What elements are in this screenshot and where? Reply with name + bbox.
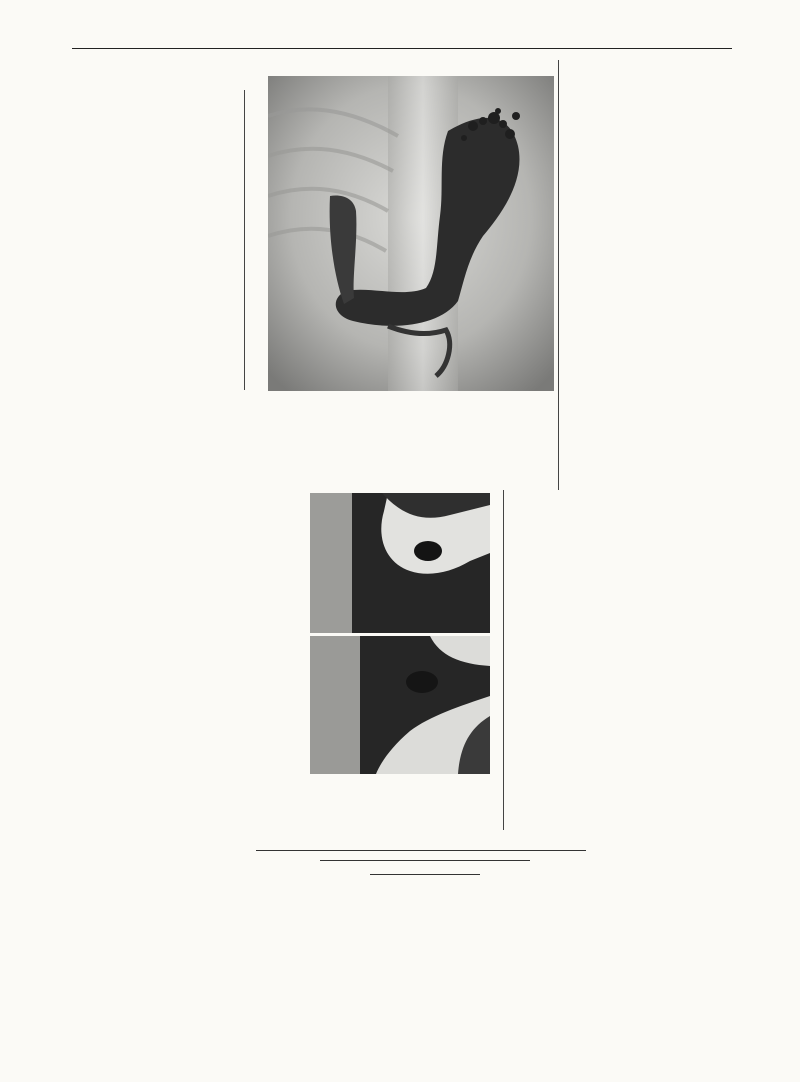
end-rule [256, 850, 586, 851]
end-rule [320, 860, 530, 861]
right-column [580, 62, 736, 72]
column-rule [558, 60, 559, 490]
running-header [72, 28, 732, 48]
radiograph-image [310, 636, 490, 774]
figure-5-radiograph-bottom [310, 636, 490, 774]
radiograph-image [268, 76, 554, 391]
figure-5-radiograph-top [310, 493, 490, 633]
column-rule [503, 490, 504, 830]
figure-4-radiograph [268, 76, 554, 391]
radiograph-image [310, 493, 490, 633]
end-rule [370, 874, 480, 875]
header-rule [72, 48, 732, 49]
column-rule [244, 90, 245, 390]
